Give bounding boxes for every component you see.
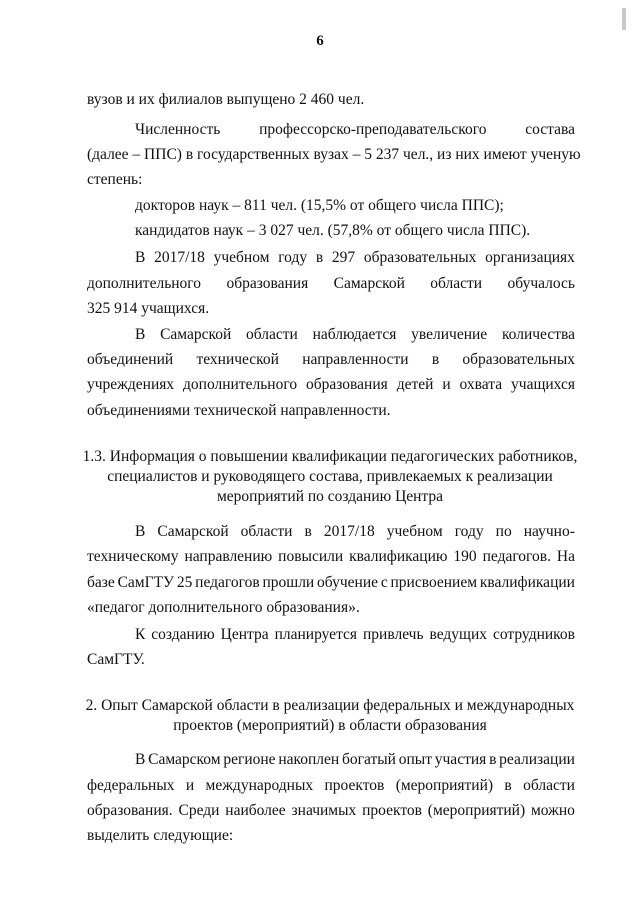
word: педагогов. [482,548,551,565]
text-line [87,548,575,566]
text-line: СамГТУ. [87,651,145,668]
text-line: кандидатов наук – 3 027 чел. (57,8% от общего числа ППС). [135,222,531,239]
word: образования [226,275,309,292]
word: обучение [317,574,378,591]
text-line [87,777,575,795]
word: объединений [87,351,174,368]
word: 2017/18 [154,249,205,266]
word: проектов [362,802,422,819]
word: привлечь [363,626,424,643]
text-line [87,376,575,394]
text-line [135,626,575,644]
word: реализации [499,751,575,768]
word: образования [306,376,388,393]
word: (мероприятий) [395,777,494,794]
word: учебном [386,523,443,540]
word: в [315,249,324,266]
word: 297 [331,249,356,266]
word: учащихся [511,376,575,393]
word: количества [501,326,575,343]
word: можно [531,802,575,819]
word: увеличение [411,326,488,343]
text-line: вузов и их филиалов выпущено 2 460 чел. [87,91,365,108]
word: квалификации [479,574,575,591]
word: опыт [398,751,432,768]
word: регионе [223,751,276,768]
word: году [454,523,484,540]
text-line: 325 914 учащихся. [87,300,210,317]
word: планируется [274,626,358,643]
text-line: докторов наук – 811 чел. (15,5% от общего числа ППС); [135,197,504,214]
word: детей [396,376,434,393]
word: сотрудников [492,626,575,643]
word: и [185,777,195,794]
word: области [523,777,575,794]
text-line: объединениями технической направленности. [87,402,391,419]
word: области [246,326,298,343]
word: образовательных [363,249,477,266]
text-line [87,802,575,820]
word: учебном [213,249,270,266]
word: состава [525,121,575,138]
word: в [304,523,312,540]
text-line [87,574,575,592]
text-line [87,275,575,293]
word: области [240,523,293,540]
word: технической [196,351,279,368]
word: В [135,751,146,768]
word: с [380,574,388,591]
text-line [135,751,575,769]
word: проектов [324,777,385,794]
word: ведущих [429,626,488,643]
word: профессорско-преподавательского [259,121,487,138]
text-line [87,351,575,369]
word: созданию [151,626,215,643]
text-line: выделить следующие: [87,827,234,844]
section-heading: специалистов и руководящего состава, привлекаемых к реализации [107,468,553,485]
word: 190 [453,548,477,565]
word: наиболее [225,802,286,819]
word: педагогов [195,574,260,591]
section-heading: 2. Опыт Самарской области в реализации федеральных и международных [85,697,575,714]
word: К [135,626,146,643]
word: На [556,548,575,565]
text-line: степень: [87,171,143,188]
word: Центра [220,626,269,643]
word: В [135,326,146,343]
word: федеральных [87,777,175,794]
word: Численность [135,121,221,138]
text-line: «педагог дополнительного образования». [87,599,360,616]
page-number: 6 [316,33,324,49]
word: в [431,351,440,368]
word: повысили [278,548,344,565]
word: наблюдается [312,326,397,343]
word: по [495,523,512,540]
word: накоплен [278,751,340,768]
word: базе [87,574,115,591]
word: области [430,275,483,292]
text-line [135,249,575,267]
word: Самарской [333,275,405,292]
word: и [442,376,451,393]
word: охвата [459,376,503,393]
word: В [135,523,146,540]
word: в [504,777,512,794]
word: обучалось [507,275,575,292]
text-line [135,523,575,541]
word: Самарском [148,751,221,768]
word: международных [205,777,314,794]
word: направлению [184,548,273,565]
word: году [278,249,308,266]
section-heading: проектов (мероприятий) в области образования [173,717,487,734]
word: значимых [291,802,357,819]
text-line: (далее – ППС) в государственных вузах – 5 237 чел., из них имеют ученую [87,146,581,163]
word: СамГТУ [117,574,175,591]
word: (мероприятий) [427,802,526,819]
word: участия [434,751,487,768]
word: Самарской [157,523,229,540]
word: образовательных [462,351,575,368]
word: 25 [176,574,193,591]
word: в [489,751,497,768]
section-heading: мероприятий по созданию Центра [216,488,444,505]
word: Среди [178,802,220,819]
word: дополнительного [183,376,298,393]
word: 2017/18 [323,523,375,540]
word: присвоением [390,574,478,591]
word: учреждениях [87,376,175,393]
word: прошли [262,574,315,591]
word: образования. [87,802,173,819]
word: научно- [523,523,575,540]
word: Самарской [160,326,232,343]
word: квалификацию [349,548,448,565]
word: направленности [302,351,409,368]
word: организациях [485,249,575,266]
text-line [135,121,575,139]
word: дополнительного [87,275,202,292]
word: богатый [342,751,396,768]
word: техническому [87,548,179,565]
text-line [135,326,575,344]
section-heading: 1.3. Информация о повышении квалификации педагогических работников, [82,448,578,465]
word: В [135,249,146,266]
scan-mark [622,8,626,30]
